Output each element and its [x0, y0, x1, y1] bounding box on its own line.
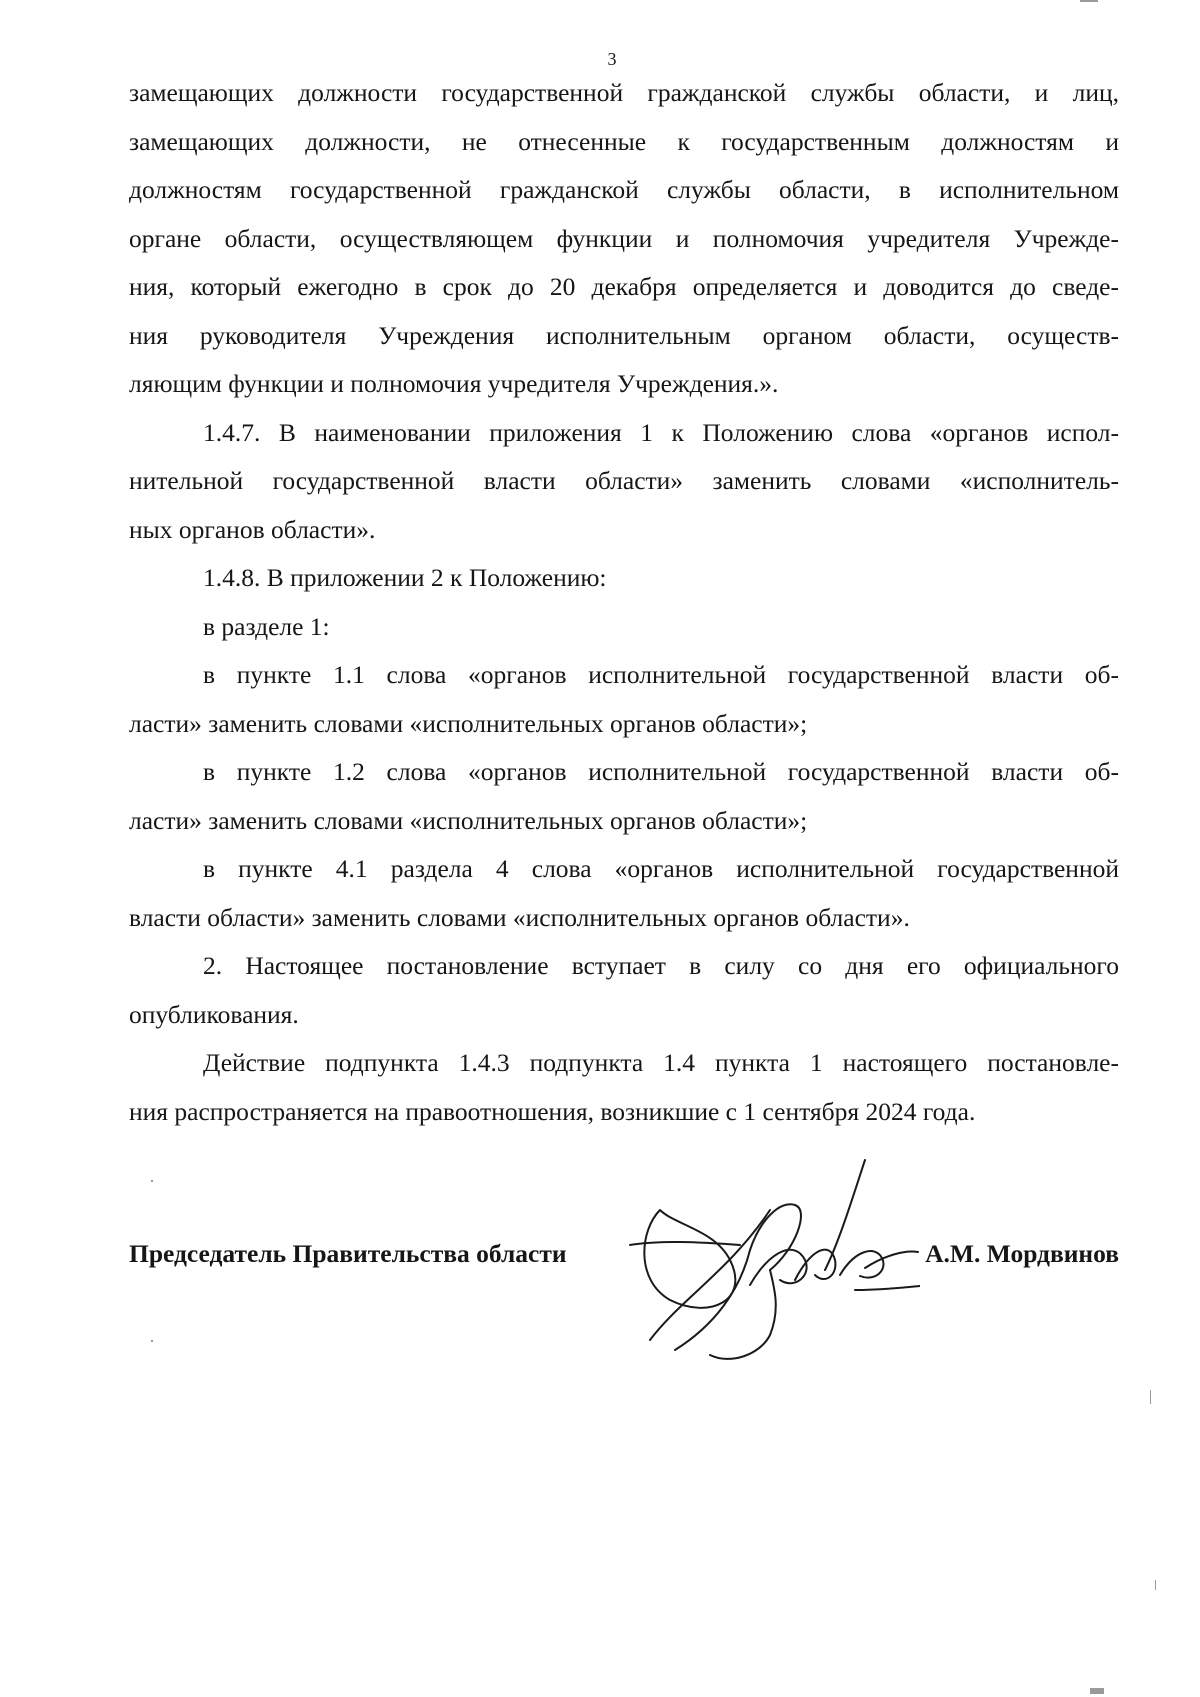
- item-1-1-line: в пункте 1.1 слова «органов исполнительной государственной власти об-: [203, 660, 1119, 689]
- paragraph-1-4-8-line: 1.4.8. В приложении 2 к Положению:: [203, 563, 607, 592]
- paragraph-2-line: 2. Настоящее постановление вступает в силу со дня его официального: [203, 951, 1119, 980]
- text-line: замещающих должности, не отнесенные к государственным должностям и: [129, 126, 1119, 156]
- effect-clause-line: Действие подпункта 1.4.3 подпункта 1.4 пункта 1 настоящего постановле-: [203, 1048, 1119, 1077]
- section-1-line: в разделе 1:: [203, 611, 330, 641]
- scan-artifact: [1155, 1580, 1156, 1590]
- text-line: власти области» заменить словами «исполнительных органов области».: [129, 902, 910, 932]
- signatory-name: А.М. Мордвинов: [925, 1239, 1119, 1268]
- scan-artifact: [151, 1340, 153, 1342]
- text-line: нительной государственной власти области» заменить словами «исполнитель-: [129, 466, 1119, 495]
- scan-artifact: [1150, 1390, 1151, 1404]
- text-line: ласти» заменить словами «исполнительных органов области»;: [129, 708, 808, 738]
- handwritten-signature: [620, 1150, 920, 1370]
- text-line: должностям государственной гражданской службы области, в исполнительном: [129, 175, 1119, 204]
- text-line: замещающих должности государственной гражданской службы области, и лиц,: [129, 78, 1119, 107]
- text-line: органе области, осуществляющем функции и полномочия учредителя Учрежде-: [129, 223, 1119, 253]
- text-line: ния распространяется на правоотношения, возникшие с 1 сентября 2024 года.: [129, 1096, 976, 1126]
- text-line: ляющим функции и полномочия учредителя Учреждения.».: [129, 369, 779, 398]
- paragraph-1-4-7-line: 1.4.7. В наименовании приложения 1 к Положению слова «органов испол-: [203, 417, 1119, 447]
- document-body: [129, 69, 1119, 1136]
- page-number: 3: [607, 49, 617, 69]
- text-line: ния руководителя Учреждения исполнительным органом области, осуществ-: [129, 320, 1119, 350]
- scan-artifact: [1080, 0, 1098, 2]
- text-line: ласти» заменить словами «исполнительных органов области»;: [129, 805, 808, 835]
- item-1-2-line: в пункте 1.2 слова «органов исполнительной государственной власти об-: [203, 757, 1119, 786]
- scan-artifact: [1090, 1688, 1104, 1694]
- text-line: опубликования.: [129, 999, 299, 1029]
- signatory-title: Председатель Правительства области: [129, 1239, 567, 1268]
- item-4-1-line: в пункте 4.1 раздела 4 слова «органов исполнительной государственной: [203, 854, 1119, 883]
- text-line: ных органов области».: [129, 514, 376, 544]
- text-line: ния, который ежегодно в срок до 20 декабря определяется и доводится до сведе-: [129, 272, 1119, 301]
- scan-artifact: [151, 1180, 153, 1182]
